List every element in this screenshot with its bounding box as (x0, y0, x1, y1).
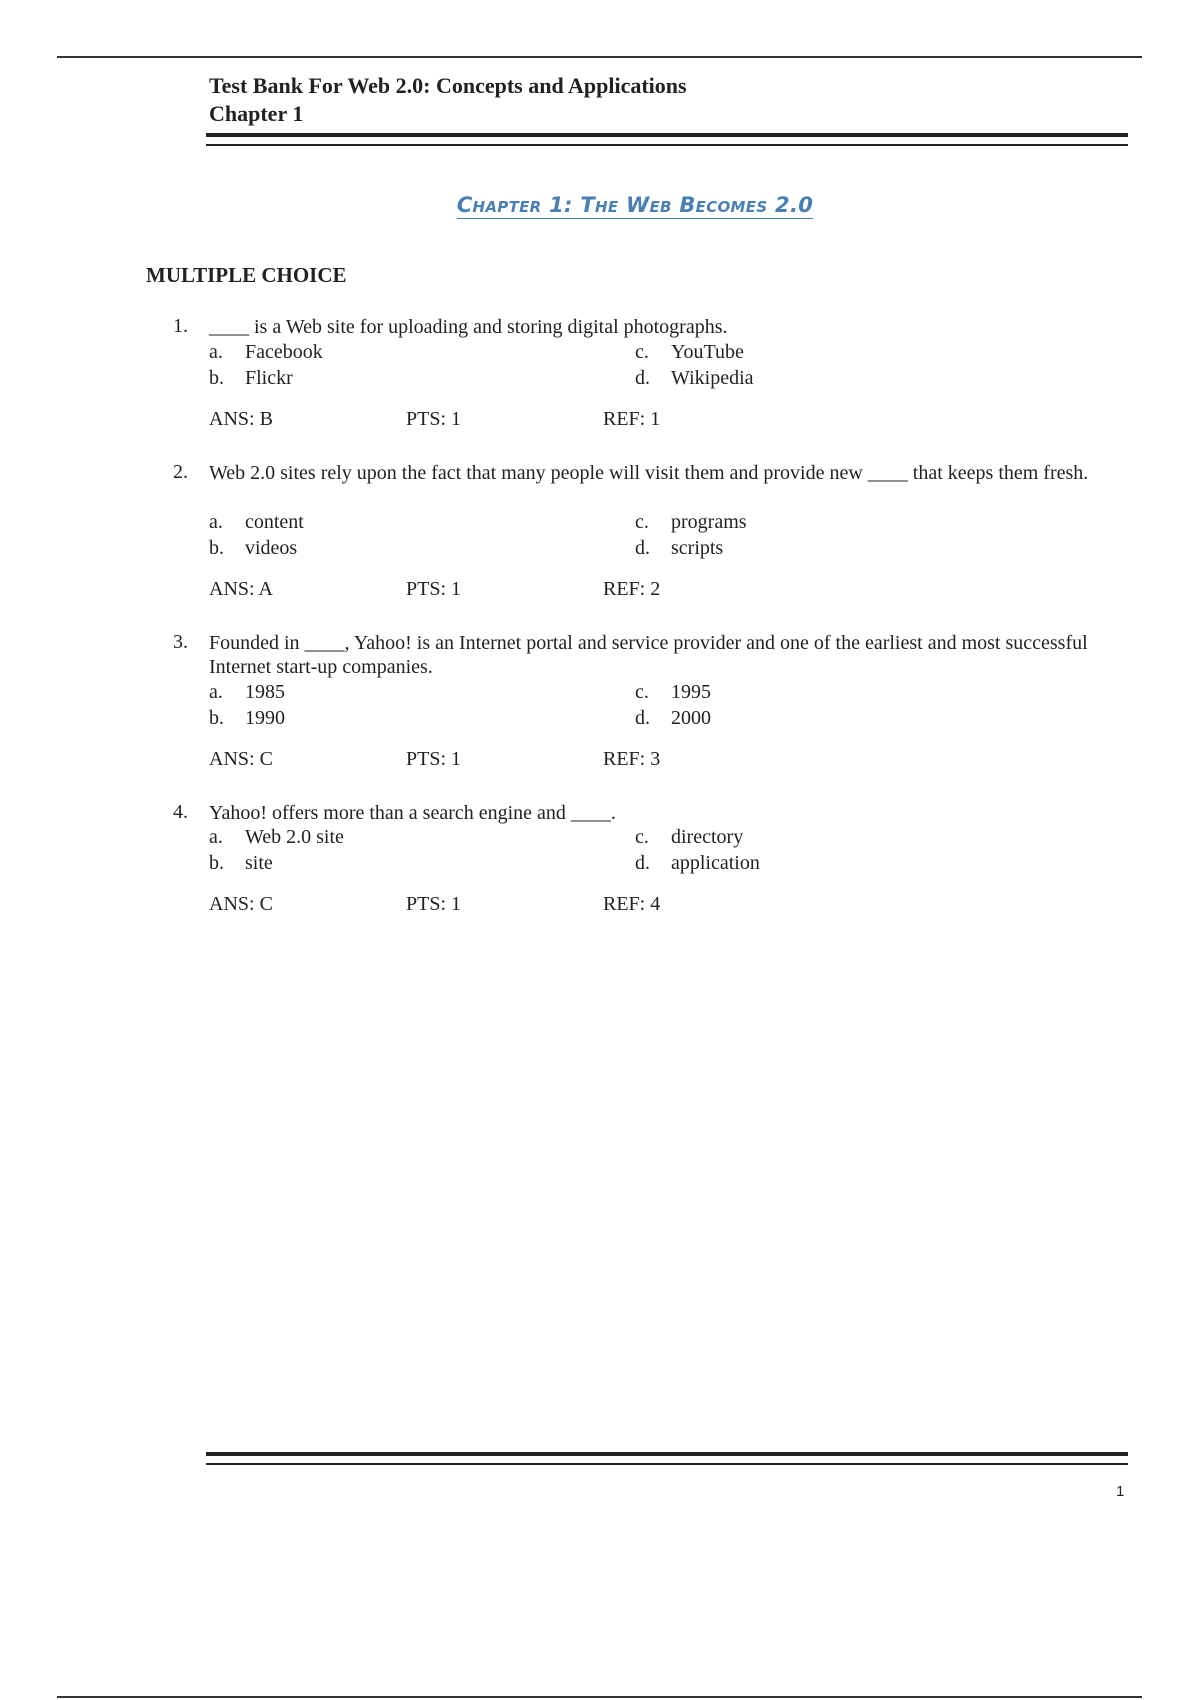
answer-key: ANS: C (209, 748, 273, 770)
question-text: ____ is a Web site for uploading and storing digital photographs. (209, 316, 728, 338)
option-c: c. directory (635, 826, 744, 848)
question-number: 1. (173, 315, 188, 337)
reference: REF: 1 (603, 408, 661, 430)
option-c: c. programs (635, 511, 747, 533)
page-number: 1 (1116, 1483, 1125, 1500)
option-a: a. Facebook (209, 341, 323, 363)
option-d: d. 2000 (635, 707, 711, 729)
document-chapter-label: Chapter 1 (209, 101, 304, 126)
reference: REF: 4 (603, 893, 661, 915)
header-double-rule (206, 133, 1128, 146)
option-b: b. videos (209, 537, 298, 559)
reference: REF: 2 (603, 578, 661, 600)
question-number: 3. (173, 631, 188, 653)
reference: REF: 3 (603, 748, 661, 770)
option-d: d. scripts (635, 537, 724, 559)
answer-key: ANS: B (209, 408, 273, 430)
option-a: a. content (209, 511, 304, 533)
question-number: 2. (173, 461, 188, 483)
points: PTS: 1 (406, 408, 462, 430)
answer-key: ANS: C (209, 893, 273, 915)
page-bottom-rule (57, 1696, 1142, 1698)
page-top-rule (57, 56, 1142, 58)
question-text: Founded in ____, Yahoo! is an Internet portal and service provider and one of the earliest and most successful Internet start-up companies. (209, 632, 1088, 678)
document-title: Test Bank For Web 2.0: Concepts and Applications (209, 73, 687, 98)
section-heading: MULTIPLE CHOICE (146, 263, 347, 287)
option-a: a. Web 2.0 site (209, 826, 344, 848)
question-text: Web 2.0 sites rely upon the fact that many people will visit them and provide new ____ that keeps them fresh. (209, 462, 1089, 484)
option-c: c. 1995 (635, 681, 711, 703)
points: PTS: 1 (406, 748, 462, 770)
answer-key: ANS: A (209, 578, 273, 600)
option-c: c. YouTube (635, 341, 744, 363)
option-b: b. 1990 (209, 707, 285, 729)
option-b: b. Flickr (209, 367, 293, 389)
points: PTS: 1 (406, 578, 462, 600)
points: PTS: 1 (406, 893, 462, 915)
question-number: 4. (173, 801, 188, 823)
option-b: b. site (209, 852, 273, 874)
document-header (209, 72, 687, 128)
option-a: a. 1985 (209, 681, 285, 703)
question-text: Yahoo! offers more than a search engine and ____. (209, 802, 616, 824)
chapter-title: Chapter 1: The Web Becomes 2.0 (456, 193, 814, 217)
option-d: d. application (635, 852, 760, 874)
option-d: d. Wikipedia (635, 367, 754, 389)
footer-double-rule (206, 1452, 1128, 1465)
